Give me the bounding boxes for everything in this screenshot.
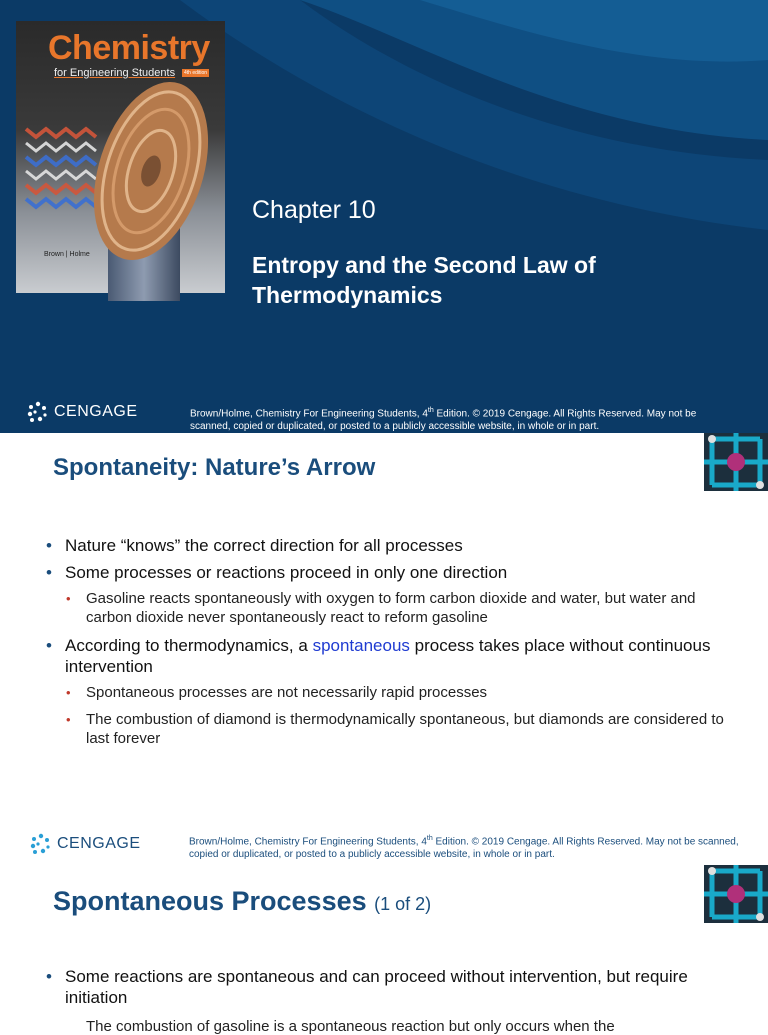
cengage-logo-text: CENGAGE bbox=[57, 835, 141, 852]
copyright-superscript: th bbox=[426, 835, 433, 842]
list-item-text: According to thermodynamics, a bbox=[65, 636, 313, 655]
slide-title-text: Spontaneous Processes bbox=[53, 886, 367, 916]
list-item-text: process takes place without continuous intervention bbox=[65, 636, 711, 676]
list-subitem: • Gasoline reacts spontaneously with oxygen to form carbon dioxide and water, but water and carbon dioxide never spontaneously react to reform gasoline bbox=[66, 589, 726, 627]
bullet-list bbox=[46, 966, 726, 1014]
cover-subtitle: for Engineering Students bbox=[54, 67, 176, 79]
copyright-notice bbox=[190, 404, 735, 433]
chapter-title-line2: Thermodynamics bbox=[252, 282, 443, 308]
cover-title: Chemistry bbox=[48, 29, 210, 67]
crystal-lattice-icon bbox=[704, 433, 768, 491]
chapter-title bbox=[252, 250, 722, 310]
list-item: • Some processes or reactions proceed in only one direction bbox=[46, 562, 726, 583]
content-slide-spontaneity bbox=[0, 433, 768, 863]
copyright-text-a: Brown/Holme, Chemistry For Engineering Students, 4 bbox=[189, 836, 427, 848]
cover-authors: Brown | Holme bbox=[44, 251, 90, 258]
book-cover bbox=[16, 21, 225, 293]
highlighted-term: spontaneous bbox=[312, 636, 410, 655]
bullet-list bbox=[46, 535, 726, 756]
list-item: • Some reactions are spontaneous and can proceed without intervention, but require initiation bbox=[46, 966, 726, 1008]
list-subitem: • Spontaneous processes are not necessarily rapid processes bbox=[66, 683, 726, 702]
cengage-logo-icon bbox=[26, 401, 48, 423]
chapter-number: Chapter 10 bbox=[252, 196, 376, 224]
copyright-text-b: Edition. © 2019 Cengage. All Rights Reserved. May not be scanned, copied or duplicated, or posted to a publicly accessible website, in whole or in part. bbox=[190, 408, 697, 433]
content-slide-spontaneous-processes bbox=[0, 863, 768, 1035]
slide-title: Spontaneity: Nature’s Arrow bbox=[53, 454, 376, 481]
slide-title-part: (1 of 2) bbox=[374, 894, 432, 914]
title-slide bbox=[0, 0, 768, 433]
list-subitem: • The combustion of diamond is thermodynamically spontaneous, but diamonds are considered to last forever bbox=[66, 710, 726, 748]
list-item bbox=[46, 635, 726, 677]
list-subitem-partial: The combustion of gasoline is a spontaneous reaction but only occurs when the bbox=[86, 1018, 615, 1035]
copyright-text-b: Edition. © 2019 Cengage. All Rights Reserved. May not be scanned, copied or duplicated, or posted to a publicly accessible website, in whole or in part. bbox=[189, 836, 739, 861]
copyright-text-a: Brown/Holme, Chemistry For Engineering Students, 4 bbox=[190, 408, 428, 420]
cengage-logo-text: CENGAGE bbox=[54, 403, 138, 420]
copyright-notice bbox=[189, 832, 749, 861]
crystal-lattice-icon bbox=[704, 865, 768, 923]
chapter-title-line1: Entropy and the Second Law of bbox=[252, 252, 596, 278]
cengage-logo-icon bbox=[29, 833, 51, 855]
cengage-logo bbox=[29, 833, 141, 855]
cengage-logo bbox=[26, 401, 138, 423]
list-item: • Nature “knows” the correct direction for all processes bbox=[46, 535, 726, 556]
slide-title bbox=[53, 886, 431, 917]
cover-edition-badge: 4th edition bbox=[184, 70, 208, 76]
copyright-superscript: th bbox=[427, 407, 434, 414]
